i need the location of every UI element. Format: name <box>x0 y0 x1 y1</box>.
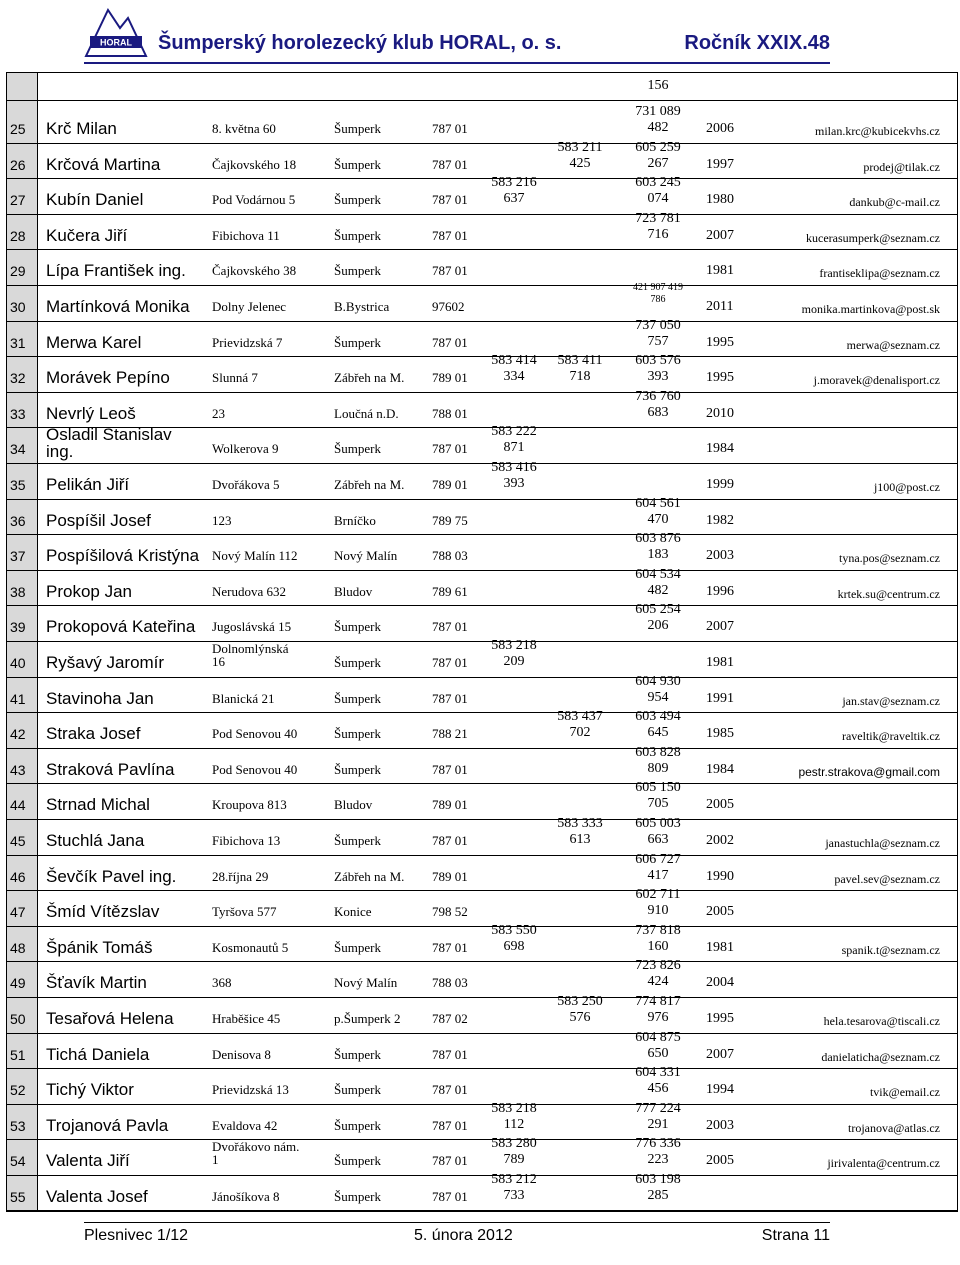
member-city: Zábřeh na M. <box>334 868 405 884</box>
member-city: Nový Malín <box>334 548 398 564</box>
phone-work: 583 250 576 <box>557 994 603 1026</box>
member-since: 2011 <box>706 299 734 314</box>
member-postcode: 789 75 <box>432 512 468 528</box>
footer-issue: Plesnivec 1/12 <box>84 1227 189 1244</box>
row-divider <box>6 748 958 749</box>
phone-mobile: 605 259 267 <box>635 139 681 171</box>
row-divider <box>6 356 958 357</box>
phone-landline: 583 416 393 <box>491 460 537 492</box>
member-name: Merwa Karel <box>46 332 142 352</box>
member-since: 2010 <box>706 405 734 421</box>
row-number: 39 <box>10 619 26 636</box>
phone-mobile: 603 245 074 <box>635 175 681 207</box>
member-email: jirivalenta@centrum.cz <box>827 1156 940 1171</box>
member-name: Tesařová Helena <box>46 1009 174 1028</box>
member-email: tvik@email.cz <box>869 1085 940 1100</box>
phone-mobile: 737 050 757 <box>635 317 681 349</box>
phone-landline: 583 414 334 <box>491 353 537 385</box>
member-street: Jánošíkova 8 <box>212 1189 280 1204</box>
member-postcode: 97602 <box>432 299 465 314</box>
member-since: 1990 <box>706 868 734 884</box>
member-email: pestr.strakova@gmail.com <box>798 764 940 779</box>
member-street: Pod Senovou 40 <box>212 726 298 742</box>
row-number: 27 <box>10 192 26 209</box>
member-city: Šumperk <box>334 833 381 848</box>
row-divider <box>6 855 958 856</box>
phone-mobile: 723 781 716 <box>635 210 681 242</box>
member-city: Nový Malín <box>334 975 398 991</box>
row-divider <box>6 890 958 891</box>
member-city: Šumperk <box>334 655 381 670</box>
row-divider <box>6 1104 958 1105</box>
member-postcode: 787 02 <box>432 1011 468 1026</box>
phone-landline: 583 218 209 <box>491 638 537 670</box>
member-email: j.moravek@denalisport.cz <box>813 373 940 388</box>
phone-landline: 583 216 637 <box>491 175 537 207</box>
member-postcode: 787 01 <box>432 761 468 777</box>
phone-work: 583 437 702 <box>557 709 603 741</box>
member-postcode: 787 01 <box>432 227 468 243</box>
member-street: Wolkerova 9 <box>212 441 279 457</box>
member-name: Prokop Jan <box>46 581 132 601</box>
member-name: Lípa František ing. <box>46 261 186 281</box>
member-email: merwa@seznam.cz <box>846 337 940 352</box>
member-name: Straková Pavlína <box>46 759 175 779</box>
row-number: 38 <box>10 583 26 600</box>
row-number: 54 <box>10 1153 26 1170</box>
member-city: p.Šumperk 2 <box>334 1011 401 1026</box>
member-postcode: 787 01 <box>432 156 468 172</box>
phone-mobile: 723 826 424 <box>635 958 681 990</box>
member-email: monika.martinkova@post.sk <box>801 302 940 316</box>
phone-mobile: 603 494 645 <box>635 709 681 741</box>
row-divider <box>6 641 958 642</box>
phone-mobile: 604 930 954 <box>635 673 681 705</box>
member-email: frantiseklipa@seznam.cz <box>819 266 940 281</box>
row-divider <box>6 463 958 464</box>
row-divider <box>6 1175 958 1176</box>
member-postcode: 789 01 <box>432 868 468 884</box>
member-name: Strnad Michal <box>46 795 150 815</box>
phone-mobile: 604 331 456 <box>635 1065 681 1097</box>
member-email: dankub@c-mail.cz <box>849 195 940 210</box>
member-name: Straka Josef <box>46 724 141 744</box>
row-divider <box>6 249 958 250</box>
phone-landline: 583 212 733 <box>491 1172 537 1204</box>
phone-mobile: 604 534 482 <box>635 566 681 598</box>
continuation-phone: 156 <box>647 78 669 93</box>
phone-mobile: 605 254 206 <box>635 602 681 634</box>
member-since: 2002 <box>706 833 734 848</box>
row-number: 41 <box>10 690 26 707</box>
row-number: 32 <box>10 370 26 387</box>
member-name: Valenta Josef <box>46 1187 148 1206</box>
member-since: 2003 <box>706 1117 734 1133</box>
member-city: Šumperk <box>334 761 381 777</box>
member-street: Blanická 21 <box>212 690 275 706</box>
member-name: Pospíšilová Kristýna <box>46 546 200 566</box>
member-postcode: 787 01 <box>432 619 468 635</box>
phone-landline: 583 550 698 <box>491 922 537 954</box>
member-street: 8. května 60 <box>212 121 276 136</box>
member-postcode: 789 61 <box>432 583 468 599</box>
member-since: 1981 <box>706 263 734 279</box>
member-postcode: 787 01 <box>432 690 468 706</box>
member-postcode: 787 01 <box>432 121 468 136</box>
member-name: Kubín Daniel <box>46 190 144 210</box>
member-postcode: 788 01 <box>432 405 468 421</box>
member-email: hela.tesarova@tiscali.cz <box>823 1014 940 1028</box>
member-street: Kroupova 813 <box>212 797 287 813</box>
member-street: Tyršova 577 <box>212 904 277 920</box>
member-since: 2007 <box>706 227 734 243</box>
horal-logo <box>84 6 148 58</box>
row-divider <box>6 100 958 101</box>
member-since: 1996 <box>706 583 734 599</box>
member-name: Kučera Jiří <box>46 225 128 245</box>
member-postcode: 787 01 <box>432 1153 468 1169</box>
member-street: Prievidzská 13 <box>212 1082 289 1098</box>
member-name: Stuchlá Jana <box>46 831 145 850</box>
row-number: 29 <box>10 263 26 280</box>
row-number: 31 <box>10 334 26 351</box>
member-city: Šumperk <box>334 1046 381 1062</box>
phone-mobile: 421 907 419 786 <box>633 282 683 305</box>
member-street: Denisova 8 <box>212 1046 271 1062</box>
row-divider <box>6 961 958 962</box>
row-number: 47 <box>10 904 26 921</box>
member-street: Slunná 7 <box>212 370 258 386</box>
member-since: 1995 <box>706 1011 734 1026</box>
member-street: Dolnomlýnská 16 <box>212 641 289 669</box>
row-divider <box>6 534 958 535</box>
member-name: Krč Milan <box>46 119 117 138</box>
member-email: milan.krc@kubicekvhs.cz <box>814 124 940 138</box>
phone-work: 583 411 718 <box>557 353 603 385</box>
member-name: Krčová Martina <box>46 154 161 174</box>
member-since: 1984 <box>706 761 734 777</box>
phone-work: 583 333 613 <box>557 816 603 848</box>
member-city: Šumperk <box>334 939 381 955</box>
member-since: 1982 <box>706 512 734 528</box>
member-since: 1981 <box>706 939 734 955</box>
row-divider <box>6 1211 958 1212</box>
row-number: 28 <box>10 227 26 244</box>
phone-landline: 583 222 871 <box>491 424 537 456</box>
member-postcode: 789 01 <box>432 370 468 386</box>
row-divider <box>6 677 958 678</box>
member-postcode: 787 01 <box>432 263 468 279</box>
page-header <box>0 0 960 62</box>
member-postcode: 787 01 <box>432 1117 468 1133</box>
member-email: raveltik@raveltik.cz <box>841 729 940 744</box>
member-email: pavel.sev@seznam.cz <box>834 871 940 886</box>
row-number: 50 <box>10 1011 26 1027</box>
phone-mobile: 774 817 976 <box>635 994 681 1026</box>
member-city: Šumperk <box>334 121 381 136</box>
member-since: 2006 <box>706 121 734 136</box>
member-name: Špánik Tomáš <box>46 937 153 957</box>
row-number: 33 <box>10 405 26 422</box>
member-street: Dvořákova 5 <box>212 477 280 492</box>
footer-date: 5. února 2012 <box>414 1227 513 1244</box>
member-since: 1995 <box>706 370 734 386</box>
member-postcode: 788 03 <box>432 975 468 991</box>
member-since: 2004 <box>706 975 734 991</box>
member-since: 1997 <box>706 156 734 172</box>
row-divider <box>6 1139 958 1140</box>
member-street: Evaldova 42 <box>212 1117 278 1133</box>
member-since: 1984 <box>706 441 734 457</box>
member-name: Osladil Stanislav ing. <box>46 425 172 462</box>
member-city: Šumperk <box>334 690 381 706</box>
member-city: Šumperk <box>334 227 381 243</box>
member-name: Trojanová Pavla <box>46 1115 169 1135</box>
member-city: Bludov <box>334 583 373 599</box>
row-number: 42 <box>10 726 26 743</box>
member-postcode: 789 01 <box>432 477 468 492</box>
member-postcode: 787 01 <box>432 192 468 208</box>
member-email: spanik.t@seznam.cz <box>841 942 940 957</box>
member-street: 28.října 29 <box>212 868 269 884</box>
row-number: 25 <box>10 121 26 137</box>
row-divider <box>6 214 958 215</box>
row-divider <box>6 499 958 500</box>
member-name: Martínková Monika <box>46 297 190 316</box>
row-number: 35 <box>10 477 26 493</box>
member-street: Dolny Jelenec <box>212 299 287 314</box>
member-postcode: 787 01 <box>432 1189 468 1204</box>
member-since: 1991 <box>706 690 734 706</box>
row-divider <box>6 570 958 571</box>
row-divider <box>6 997 958 998</box>
member-city: Loučná n.D. <box>334 405 399 421</box>
phone-mobile: 604 561 470 <box>635 495 681 527</box>
row-divider <box>6 321 958 322</box>
member-name: Nevrlý Leoš <box>46 403 136 423</box>
member-since: 2005 <box>706 1153 734 1169</box>
phone-mobile: 777 224 291 <box>635 1100 681 1132</box>
member-name: Ryšavý Jaromír <box>46 653 165 672</box>
member-city: Šumperk <box>334 1153 381 1169</box>
member-street: Čajkovského 38 <box>212 263 297 279</box>
member-postcode: 787 01 <box>432 1046 468 1062</box>
member-postcode: 787 01 <box>432 1082 468 1098</box>
member-email: danielaticha@seznam.cz <box>821 1049 940 1064</box>
row-number: 36 <box>10 512 26 529</box>
member-email: jan.stav@seznam.cz <box>842 693 940 708</box>
member-since: 1980 <box>706 192 734 208</box>
member-city: Šumperk <box>334 726 381 742</box>
phone-landline: 583 280 789 <box>491 1136 537 1168</box>
member-name: Tichá Daniela <box>46 1044 150 1064</box>
phone-mobile: 603 828 809 <box>635 744 681 776</box>
member-city: Šumperk <box>334 263 381 279</box>
member-street: Nerudova 632 <box>212 583 287 599</box>
member-email: tyna.pos@seznam.cz <box>838 551 940 566</box>
row-divider <box>6 1068 958 1069</box>
member-city: Zábřeh na M. <box>334 370 405 386</box>
header-divider <box>84 62 830 64</box>
member-since: 2005 <box>706 797 734 813</box>
member-street: Nový Malín 112 <box>212 548 298 564</box>
member-street: Dvořákovo nám. 1 <box>212 1139 300 1168</box>
member-email: prodej@tilak.cz <box>863 159 940 174</box>
member-email: j100@post.cz <box>873 480 940 494</box>
row-number: 44 <box>10 797 26 814</box>
member-name: Pelikán Jiří <box>46 475 130 494</box>
row-number: 26 <box>10 156 26 173</box>
phone-mobile: 731 089 482 <box>635 104 681 136</box>
member-name: Šmíd Vítězslav <box>46 902 160 922</box>
member-since: 1981 <box>706 655 734 670</box>
member-postcode: 789 01 <box>432 797 468 813</box>
row-divider <box>6 819 958 820</box>
row-number: 43 <box>10 761 26 778</box>
row-number: 51 <box>10 1046 26 1063</box>
row-divider <box>6 178 958 179</box>
row-divider <box>6 285 958 286</box>
member-city: Šumperk <box>334 192 381 208</box>
member-name: Prokopová Kateřina <box>46 617 196 637</box>
member-postcode: 788 03 <box>432 548 468 564</box>
footer-page: Strana 11 <box>761 1227 830 1244</box>
member-street: 368 <box>212 975 232 991</box>
row-number: 45 <box>10 833 26 849</box>
member-since: 1994 <box>706 1082 734 1098</box>
phone-mobile: 603 198 285 <box>635 1172 681 1204</box>
member-postcode: 798 52 <box>432 904 468 920</box>
row-number: 34 <box>10 441 26 458</box>
volume-label: Ročník XXIX.48 <box>684 32 830 54</box>
row-divider <box>6 605 958 606</box>
row-number: 49 <box>10 975 26 992</box>
member-street: Pod Vodárnou 5 <box>212 192 296 208</box>
member-street: 123 <box>212 512 232 528</box>
row-number: 40 <box>10 655 26 671</box>
member-street: 23 <box>212 405 225 421</box>
row-number: 37 <box>10 548 26 565</box>
member-city: Bludov <box>334 797 373 813</box>
member-email: kucerasumperk@seznam.cz <box>806 230 940 245</box>
member-since: 2007 <box>706 619 734 635</box>
member-street: Čajkovského 18 <box>212 156 297 172</box>
member-email: janastuchla@seznam.cz <box>825 836 940 850</box>
row-number: 46 <box>10 868 26 885</box>
phone-mobile: 736 760 683 <box>635 388 681 420</box>
member-street: Fibichova 11 <box>212 227 280 243</box>
member-city: Šumperk <box>334 619 381 635</box>
member-name: Pospíšil Josef <box>46 510 151 530</box>
member-city: Šumperk <box>334 334 381 350</box>
member-name: Morávek Pepíno <box>46 368 170 388</box>
member-street: Fibichova 13 <box>212 833 281 848</box>
phone-mobile: 606 727 417 <box>635 851 681 883</box>
row-number: 30 <box>10 299 26 315</box>
member-name: Ševčík Pavel ing. <box>46 866 177 886</box>
row-divider <box>6 783 958 784</box>
member-postcode: 787 01 <box>432 441 468 457</box>
row-divider <box>6 143 958 144</box>
phone-mobile: 604 875 650 <box>635 1029 681 1061</box>
member-postcode: 787 01 <box>432 334 468 350</box>
member-city: Zábřeh na M. <box>334 477 405 492</box>
member-name: Šťavík Martin <box>46 973 147 993</box>
member-city: Šumperk <box>334 1189 381 1204</box>
member-city: Brníčko <box>334 512 376 528</box>
phone-mobile: 602 711 910 <box>635 887 681 919</box>
member-city: B.Bystrica <box>334 299 390 314</box>
row-divider <box>6 926 958 927</box>
member-street: Pod Senovou 40 <box>212 761 298 777</box>
member-street: Prievidzská 7 <box>212 334 283 350</box>
member-postcode: 788 21 <box>432 726 468 742</box>
row-number: 52 <box>10 1082 26 1099</box>
member-name: Tichý Viktor <box>46 1080 134 1100</box>
row-number: 55 <box>10 1189 26 1205</box>
logo-text: HORAL <box>100 37 132 48</box>
member-postcode: 787 01 <box>432 833 468 848</box>
member-city: Konice <box>334 904 372 920</box>
member-street: Hraběšice 45 <box>212 1011 281 1026</box>
phone-mobile: 605 003 663 <box>635 816 681 848</box>
phone-work: 583 211 425 <box>557 139 603 171</box>
row-number: 48 <box>10 939 26 956</box>
phone-mobile: 605 150 705 <box>635 780 681 812</box>
phone-landline: 583 218 112 <box>491 1100 537 1132</box>
member-name: Valenta Jiří <box>46 1151 130 1171</box>
member-since: 1985 <box>706 726 734 742</box>
phone-mobile: 603 876 183 <box>635 531 681 563</box>
member-postcode: 787 01 <box>432 939 468 955</box>
phone-mobile: 603 576 393 <box>635 353 681 385</box>
row-divider <box>6 1033 958 1034</box>
phone-mobile: 737 818 160 <box>635 922 681 954</box>
row-divider <box>6 392 958 393</box>
member-name: Stavinoha Jan <box>46 688 154 708</box>
member-since: 2005 <box>706 904 734 920</box>
member-since: 1995 <box>706 334 734 350</box>
member-email: krtek.su@centrum.cz <box>837 586 940 601</box>
row-divider <box>6 712 958 713</box>
member-since: 2007 <box>706 1046 734 1062</box>
member-postcode: 787 01 <box>432 655 468 670</box>
member-city: Šumperk <box>334 156 381 172</box>
member-since: 2003 <box>706 548 734 564</box>
member-city: Šumperk <box>334 1082 381 1098</box>
club-title: Šumperský horolezecký klub HORAL, o. s. <box>158 32 562 54</box>
member-street: Jugoslávská 15 <box>212 619 292 635</box>
row-number: 53 <box>10 1117 26 1134</box>
phone-mobile: 776 336 223 <box>635 1136 681 1168</box>
member-city: Šumperk <box>334 1117 381 1133</box>
member-since: 1999 <box>706 477 734 492</box>
member-email: trojanova@atlas.cz <box>847 1120 940 1135</box>
member-street: Kosmonautů 5 <box>212 939 289 955</box>
member-city: Šumperk <box>334 441 381 457</box>
page-footer <box>84 1222 830 1247</box>
